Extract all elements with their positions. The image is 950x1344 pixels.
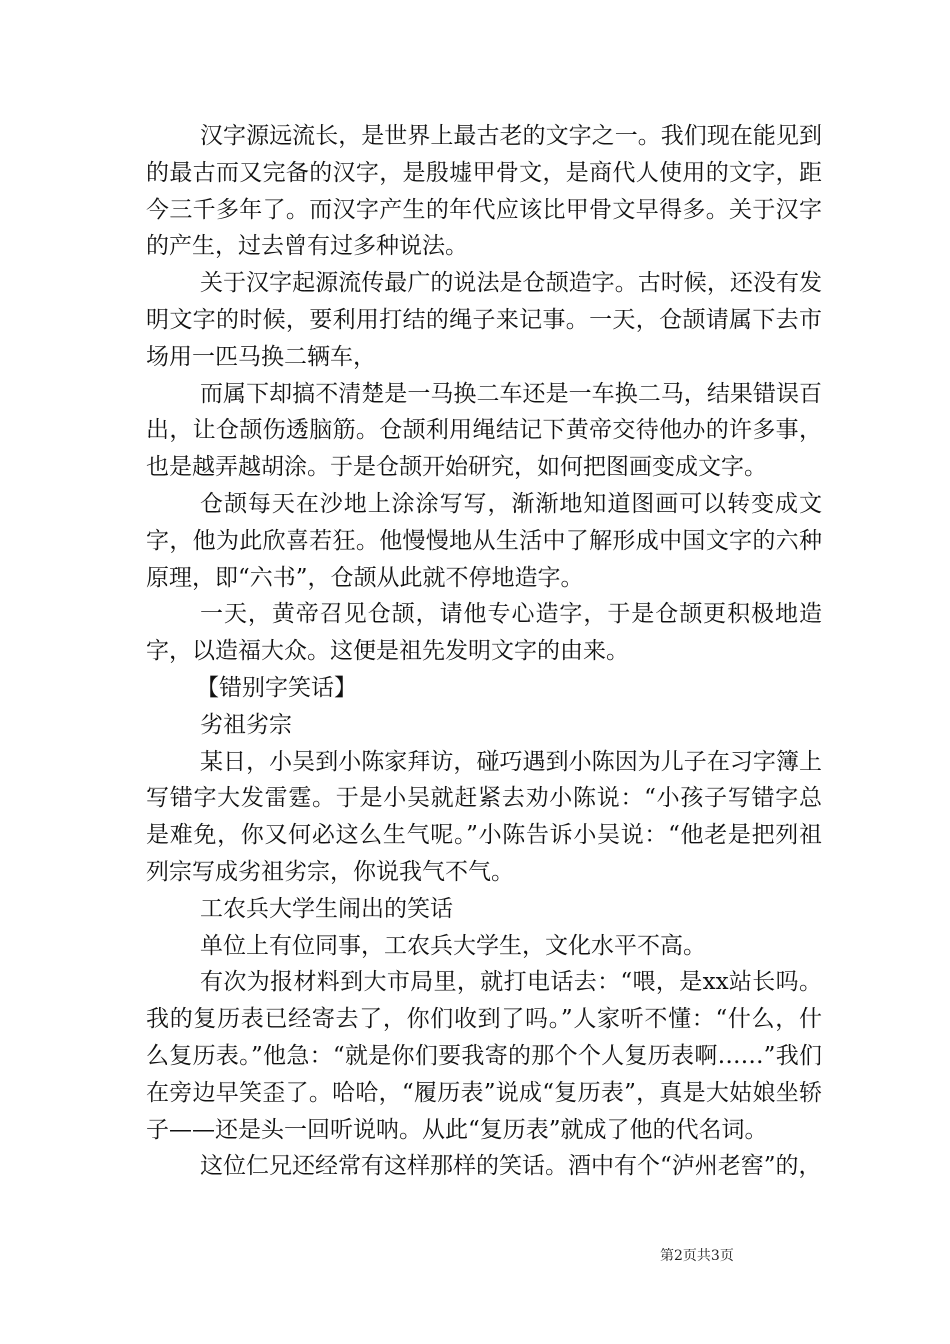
paragraph-subordinate-confusion: 而属下却搞不清楚是一马换二车还是一车换二马，结果错误百出，让仓颉伤透脑筋。仓颉利用绳结记下黄帝交待他办的许多事，也是越弄越胡涂。于是仓颉开始研究，如何把图画变成文字。 xyxy=(146,380,822,481)
section-heading-typo-jokes: 【错别字笑话】 xyxy=(196,674,357,701)
paragraph-joke-2-story: 有次为报材料到大市局里，就打电话去：“喂，是xx站长吗。我的复历表已经寄去了，你们收到了吗。”人家听不懂：“什么，什么复历表。”他急：“就是你们要我寄的那个个人复历表啊……”我们在旁边早笑歪了。哈哈，“履历表”说成“复历表”，真是大姑娘坐轿子——还是头一回听说呐。从此“复历表”就成了他的代名词。 xyxy=(146,969,822,1143)
paragraph-joke-1: 某日，小吴到小陈家拜访，碰巧遇到小陈因为儿子在习字簿上写错字大发雷霆。于是小吴就赶紧去劝小陈说：“小孩子写错字总是难免，你又何必这么生气呢。”小陈告诉小吴说：“他老是把列祖列宗写成劣祖劣宗，你说我气不气。 xyxy=(146,748,822,885)
subheading-joke-2: 工农兵大学生闹出的笑话 xyxy=(200,895,453,922)
subheading-joke-1: 劣祖劣宗 xyxy=(200,711,292,738)
document-body xyxy=(146,118,822,1185)
paragraph-joke-2-intro: 单位上有位同事，工农兵大学生，文化水平不高。 xyxy=(200,932,706,959)
paragraph-yellow-emperor: 一天，黄帝召见仓颉，请他专心造字，于是仓颉更积极地造字，以造福大众。这便是祖先发明文字的由来。 xyxy=(146,601,822,665)
paragraph-cangjie-sand-writing: 仓颉每天在沙地上涂涂写写，渐渐地知道图画可以转变成文字，他为此欣喜若狂。他慢慢地从生活中了解形成中国文字的六种原理，即“六书”，仓颉从此就不停地造字。 xyxy=(146,490,822,591)
page-number-footer: 第2页共3页 xyxy=(660,1248,734,1264)
paragraph-cangjie-legend: 关于汉字起源流传最广的说法是仓颉造字。古时候，还没有发明文字的时候，要利用打结的绳子来记事。一天，仓颉请属下去市场用一匹马换二辆车， xyxy=(146,270,822,370)
paragraph-joke-2-continued: 这位仁兄还经常有这样那样的笑话。酒中有个“泸州老窖”的， xyxy=(200,1153,822,1180)
paragraph-origin-of-chinese-characters: 汉字源远流长，是世界上最古老的文字之一。我们现在能见到的最古而又完备的汉字，是殷墟甲骨文，是商代人使用的文字，距今三千多年了。而汉字产生的年代应该比甲骨文早得多。关于汉字的产生，过去曾有过多种说法。 xyxy=(146,123,822,260)
